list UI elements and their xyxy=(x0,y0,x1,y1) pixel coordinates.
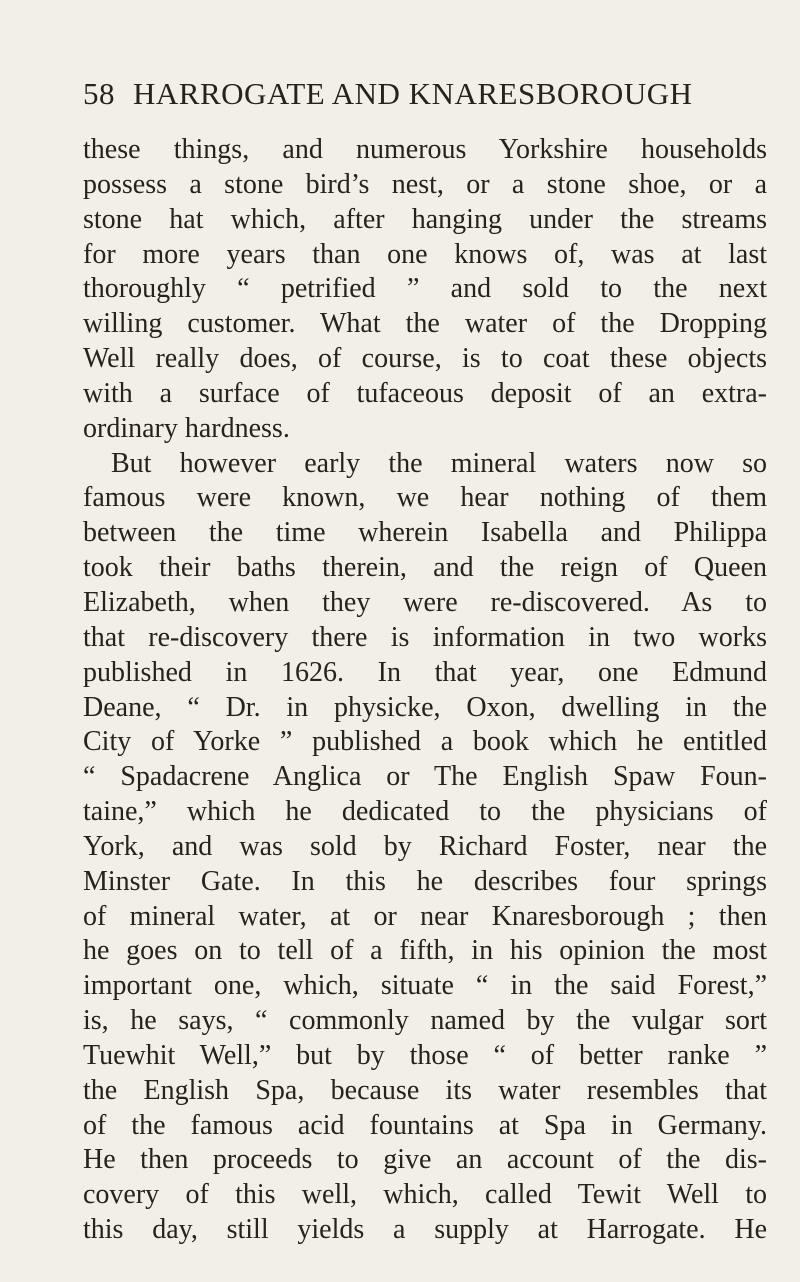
text-line: thoroughly “ petrified ” and sold to the next xyxy=(83,273,767,305)
text-line: these things, and numerous Yorkshire households xyxy=(83,134,767,165)
text-line: City of Yorke ” published a book which he entitled xyxy=(83,726,767,758)
text-line: ordinary hardness. xyxy=(83,412,290,444)
text-line: is, he says, “ commonly named by the vulgar sort xyxy=(83,1005,767,1037)
text-line: Minster Gate. In this he describes four springs xyxy=(83,865,767,897)
text-line: Deane, “ Dr. in physicke, Oxon, dwelling in the xyxy=(83,691,767,723)
text-line: Elizabeth, when they were re-discovered. As to xyxy=(83,586,767,618)
text-line: York, and was sold by Richard Foster, near the xyxy=(83,830,767,862)
text-line: the English Spa, because its water resembles that xyxy=(83,1074,767,1106)
text-line: taine,” which he dedicated to the physicians of xyxy=(83,796,767,828)
running-head xyxy=(83,76,692,112)
text-line: with a surface of tufaceous deposit of an extra- xyxy=(83,377,767,409)
text-line: he goes on to tell of a fifth, in his opinion the most xyxy=(83,935,767,967)
text-line: But however early the mineral waters now so xyxy=(111,447,767,479)
text-line: famous were known, we hear nothing of them xyxy=(83,482,767,514)
text-line: important one, which, situate “ in the said Forest,” xyxy=(83,970,767,1002)
text-line: covery of this well, which, called Tewit Well to xyxy=(83,1179,767,1211)
text-line: of the famous acid fountains at Spa in Germany. xyxy=(83,1109,767,1141)
text-line: “ Spadacrene Anglica or The English Spaw Foun- xyxy=(83,761,767,793)
body-text xyxy=(83,133,767,1248)
text-line: Well really does, of course, is to coat these objects xyxy=(83,343,767,375)
page-number: 58 xyxy=(83,76,115,111)
text-line: possess a stone bird’s nest, or a stone shoe, or a xyxy=(83,168,767,200)
text-line: between the time wherein Isabella and Philippa xyxy=(83,517,767,549)
text-line: this day, still yields a supply at Harrogate. He xyxy=(83,1214,767,1246)
text-line: Tuewhit Well,” but by those “ of better ranke ” xyxy=(83,1039,767,1071)
text-line: of mineral water, at or near Knaresborough ; then xyxy=(83,900,767,932)
text-line: He then proceeds to give an account of the dis- xyxy=(83,1144,767,1176)
text-line: that re-discovery there is information in two works xyxy=(83,621,767,653)
text-line: willing customer. What the water of the Dropping xyxy=(83,308,767,340)
text-line: for more years than one knows of, was at last xyxy=(83,238,767,270)
running-title: HARROGATE AND KNARESBOROUGH xyxy=(133,76,693,111)
text-line: published in 1626. In that year, one Edmund xyxy=(83,656,767,688)
text-line: took their baths therein, and the reign of Queen xyxy=(83,552,767,584)
text-line: stone hat which, after hanging under the streams xyxy=(83,203,767,235)
